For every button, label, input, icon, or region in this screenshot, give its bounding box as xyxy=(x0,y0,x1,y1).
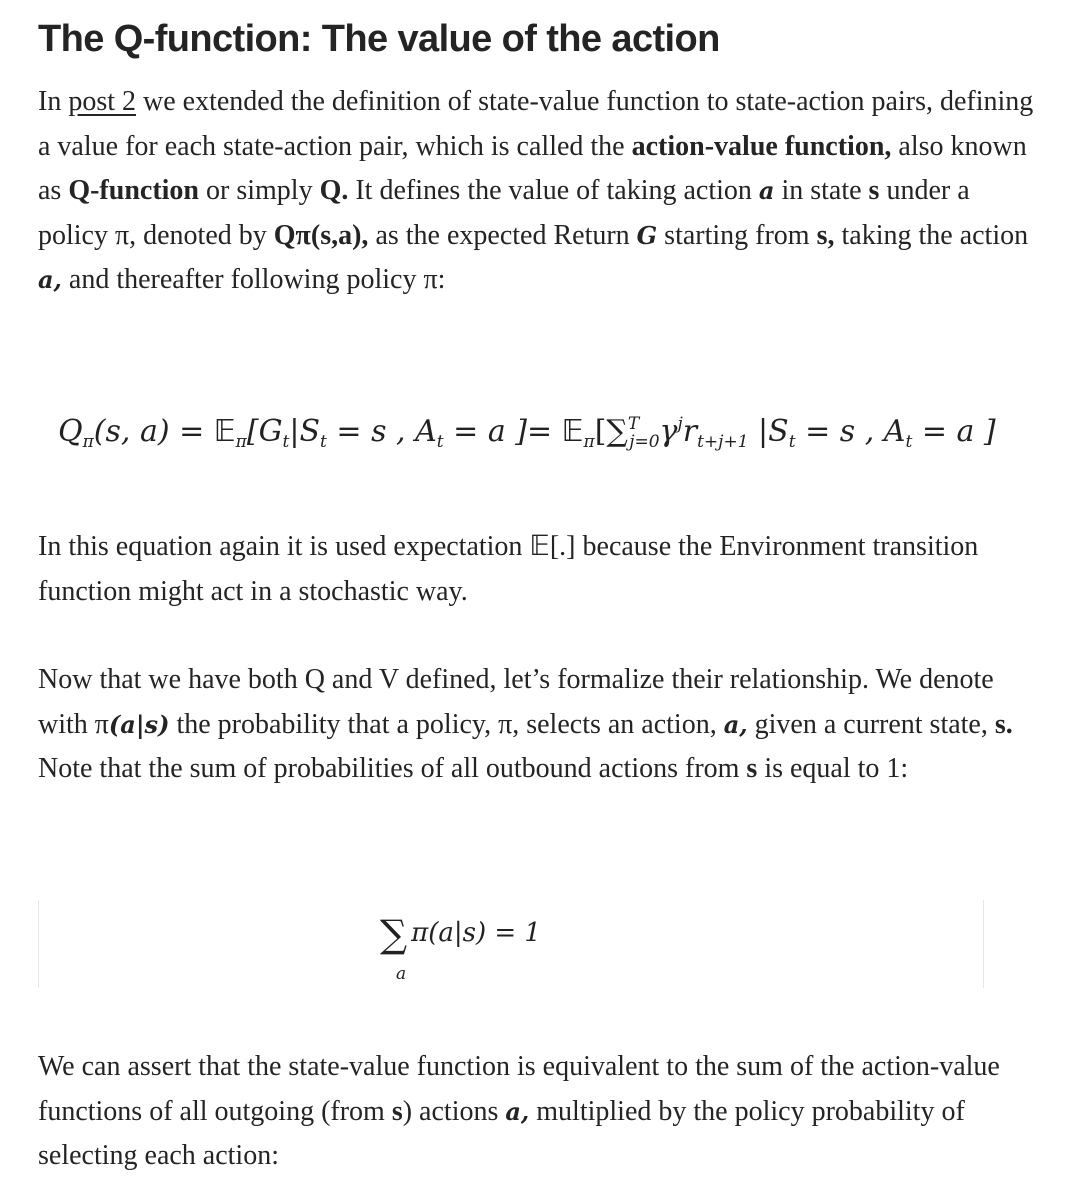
math-s: s. xyxy=(994,708,1013,740)
section-title: The Q-function: The value of the action xyxy=(38,18,720,60)
text-run: ) actions xyxy=(402,1095,506,1127)
text-run: taking the action xyxy=(834,219,1029,251)
math-a: a, xyxy=(723,709,748,739)
math-a: a, xyxy=(505,1096,530,1126)
eq-part: j xyxy=(677,414,683,434)
eq-part: π xyxy=(583,432,595,452)
math-s: s, xyxy=(816,219,835,251)
eq-part: t xyxy=(788,432,796,452)
text-run: starting from xyxy=(657,219,817,251)
eq-part: π xyxy=(235,432,247,452)
text-run: Note that the sum of probabilities of all outbound actions from xyxy=(38,753,747,784)
math-g: G xyxy=(636,220,658,250)
text-run: In xyxy=(38,86,69,117)
text-run: the probability that a policy, π, selects an action, xyxy=(169,708,724,740)
text-run: multiplied by the policy probability of selecting each action: xyxy=(38,1095,965,1171)
eq-part: t xyxy=(436,432,444,452)
text-run: and thereafter following policy π: xyxy=(61,264,446,295)
eq-part: |S xyxy=(289,414,321,449)
text-run: under a policy π, denoted by xyxy=(38,175,970,251)
eq-part: γ xyxy=(659,414,678,449)
bold-term-action-value-function: action-value function, xyxy=(631,130,892,162)
text-run: Now that we have both Q and V defined, let’s formalize their relationship. We denote with π xyxy=(38,664,994,740)
math-s: s xyxy=(391,1095,403,1127)
bold-term-q: Q. xyxy=(319,175,349,206)
eq-part: [G xyxy=(246,414,283,449)
eq-body: π(a|s) = 1 xyxy=(411,918,541,948)
eq-part: j=0 xyxy=(629,432,660,452)
eq-part: 𝔼 xyxy=(561,414,584,449)
text-run: as the expected Return xyxy=(368,219,637,251)
q-function-equation xyxy=(58,414,996,452)
math-a: a xyxy=(758,176,775,205)
eq-part: Q xyxy=(58,414,83,449)
paragraph-q-function-definition xyxy=(38,80,1038,303)
text-run: in state xyxy=(774,175,869,206)
text-run: we extended the definition of state-value function to state-action pairs, defining a value for each state-action pair, which is called the xyxy=(38,86,1034,162)
paragraph-state-value-sum xyxy=(38,1045,1038,1179)
sum-probabilities-equation xyxy=(380,912,541,984)
text-run: is equal to 1: xyxy=(757,753,909,784)
math-a: a, xyxy=(38,265,62,294)
text-run: also known as xyxy=(38,130,1027,206)
math-q-pi: Qπ(s,a), xyxy=(273,219,369,251)
post-2-link[interactable]: post 2 xyxy=(68,86,137,117)
math-s: s xyxy=(746,753,758,784)
sigma-symbol: ∑ xyxy=(380,912,408,956)
eq-part: = a ] xyxy=(912,414,996,449)
paragraph-q-v-relationship xyxy=(38,658,1038,792)
eq-part: t xyxy=(905,432,913,452)
eq-part: = a ]= xyxy=(443,414,562,449)
text-run: We can assert that the state-value function is equivalent to the sum of the action-value functions of all outgoing (from xyxy=(38,1051,1000,1127)
eq-part: T xyxy=(627,414,640,434)
bold-term-q-function: Q-function xyxy=(68,175,200,206)
eq-part: [∑ xyxy=(594,414,628,449)
text-run: or simply xyxy=(199,175,320,206)
eq-part: (s, a) = xyxy=(93,414,214,449)
sigma-subscript: a xyxy=(396,964,407,984)
eq-part: |S xyxy=(748,414,789,449)
eq-part: = s , A xyxy=(795,414,906,449)
eq-part: t+j+1 xyxy=(697,432,749,452)
eq-part: = s , A xyxy=(326,414,437,449)
eq-part: π xyxy=(82,432,94,452)
eq-part: 𝔼 xyxy=(213,414,236,449)
math-pi-a-given-s: (a|s) xyxy=(108,709,170,739)
eq-part: t xyxy=(320,432,327,452)
math-s: s xyxy=(868,175,880,206)
text-run: given a current state, xyxy=(747,708,995,740)
eq-part: r xyxy=(682,414,698,449)
eq-part: t xyxy=(282,432,290,452)
text-run: It defines the value of taking action xyxy=(348,175,759,206)
paragraph-expectation: In this equation again it is used expectation 𝔼[.] because the Environment transition function might act in a stochastic way. xyxy=(38,531,979,607)
